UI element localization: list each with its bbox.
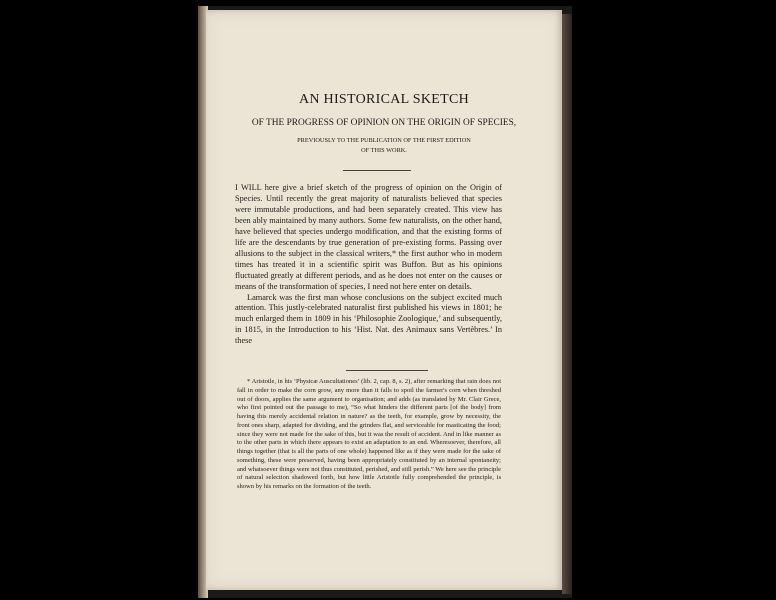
subsubtitle-line-2: OF THIS WORK. [361, 147, 407, 154]
footnote [237, 378, 501, 492]
footnote-divider [346, 370, 428, 371]
chapter-title: AN HISTORICAL SKETCH [298, 92, 470, 107]
chapter-subsubtitle [206, 136, 562, 156]
title-divider [343, 170, 411, 171]
subsubtitle-line-1: PREVIOUSLY TO THE PUBLICATION OF THE FIRST EDITION [297, 137, 471, 144]
body-paragraph-1: I WILL here give a brief sketch of the progress of opinion on the Origin of Species. Until recently the great majority of naturalists believed that species were immutable productions, and had been separately created. This view has been ably maintained by many authors. Some few naturalists, on the other hand, have believed that species undergo modification, and that the existing forms of life are the descendants by true generation of pre-existing forms. Passing over allusions to the subject in the classical writers,* the first author who in modern times has treated it in a scientific spirit was Buffon. But as his opinions fluctuated greatly at different periods, and as he does not enter on the causes or means of the transformation of species, I need not here enter on details. [235, 183, 502, 291]
chapter-subtitle: OF THE PROGRESS OF OPINION ON THE ORIGIN OF SPECIES, [251, 118, 517, 128]
footnote-text: * Aristotle, in his ‘Physicæ Auscultationes’ (lib. 2, cap. 8, s. 2), after remarking that rain does not fall in order to make the corn grow, any more than it falls to spoil the farmer's corn when threshed out of doors, applies the same argument to organisation; and adds (as translated by Mr. Clair Grece, who first pointed out the passage to me), “So what hinders the different parts [of the body] from having this merely accidental relation in nature? as the teeth, for example, grow by necessity, the front ones sharp, adapted for dividing, and the grinders flat, and serviceable for masticating the food; since they were not made for the sake of this, but it was the result of accident. And in like manner as to the other parts in which there appears to exist an adaptation to an end. Wheresoever, therefore, all things together (that is all the parts of one whole) happened like as if they were made for the sake of something, these were preserved, having been appropriately constituted by an internal spontaneity; and whatsoever things were not thus constituted, perished, and still perish.” We here see the principle of natural selection shadowed forth, but how little Aristotle fully comprehended the principle, is shown by his remarks on the formation of the teeth. [237, 378, 501, 490]
cover-edge [562, 14, 572, 594]
body-text [235, 183, 502, 347]
body-paragraph-2: Lamarck was the first man whose conclusions on the subject excited much attention. This justly-celebrated naturalist first published his views in 1801; he much enlarged them in 1809 in his ‘Philosophie Zoologique,’ and subsequently, in 1815, in the Introduction to his ‘Hist. Nat. des Animaux sans Vertèbres.’ In these [235, 292, 502, 346]
